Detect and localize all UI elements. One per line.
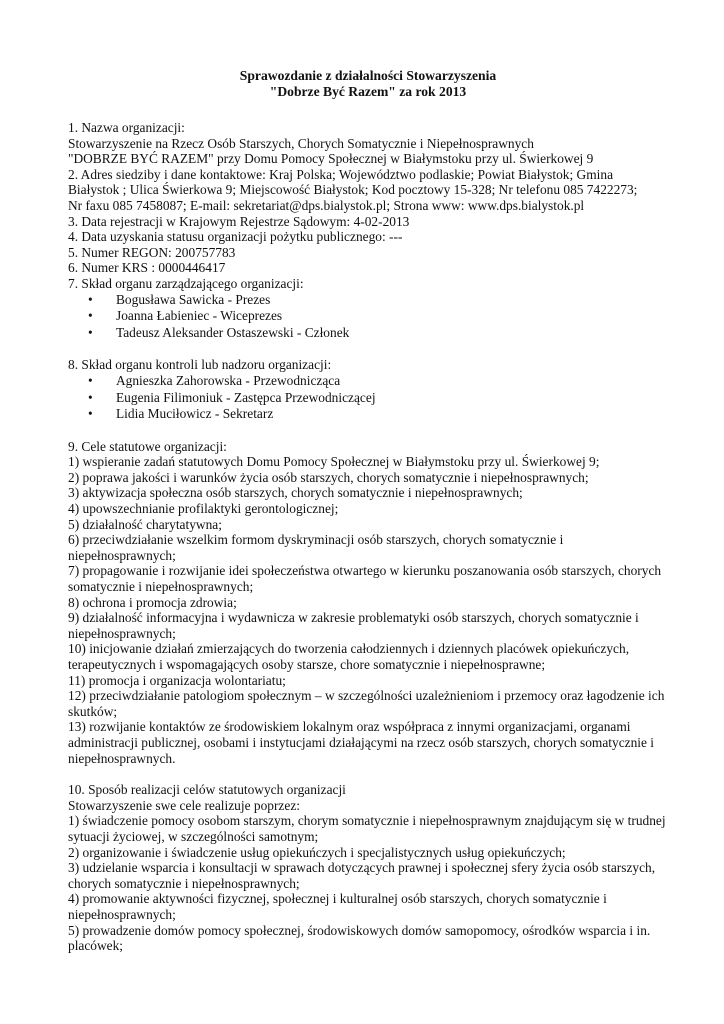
address-line-2: Białystok ; Ulica Świerkowa 9; Miejscowość Białystok; Kod pocztowy 15-328; Nr telefonu 085 7422273; (68, 182, 638, 198)
methods-intro: Stowarzyszenie swe cele realizuje poprzez: (68, 797, 300, 813)
registration-date: 3. Data rejestracji w Krajowym Rejestrze Sądowym: 4-02-2013 (68, 213, 410, 229)
method-item: 4) promowanie aktywności fizycznej, społecznej i kulturalnej osób starszych, chorych somatycznie i niepełnosprawnych; (68, 891, 607, 922)
bullet-icon: • (88, 291, 93, 307)
goal-item: 13) rozwijanie kontaktów ze środowiskiem lokalnym oraz współpraca z innymi organizacjami, organami administracji publicznej, osobami i instytucjami działającymi na rzecz osób starszych, chorych somatycznie i niepełnosprawnych. (68, 719, 655, 766)
method-item: 1) świadczenie pomocy osobom starszym, chorym somatycznie i niepełnosprawnym znajdującym się w trudnej sytuacji życiowej, w szczególności samotnym; (68, 813, 666, 844)
section-realization-methods (68, 782, 668, 954)
bullet-icon: • (88, 406, 93, 422)
supervisory-members-list (68, 373, 668, 423)
method-item: 2) organizowanie i świadczenie usług opiekuńczych i specjalistycznych usług opiekuńczych; (68, 844, 566, 860)
goal-item: 12) przeciwdziałanie patologiom społecznym – w szczególności uzależnieniom i przemocy oraz łagodzenie ich skutków; (68, 688, 665, 719)
krs-number: 6. Numer KRS : 0000446417 (68, 260, 226, 276)
list-item: • Tadeusz Aleksander Ostaszewski - Członek (88, 324, 350, 340)
bullet-icon: • (88, 372, 93, 388)
document-title-line-1: Sprawozdanie z działalności Stowarzyszenia (239, 68, 497, 83)
goal-item: 1) wspieranie zadań statutowych Domu Pomocy Społecznej w Białymstoku przy ul. Świerkowej 9; (68, 454, 600, 470)
section-statutory-goals (68, 439, 668, 766)
bullet-icon: • (88, 324, 93, 340)
goals-heading: 9. Cele statutowe organizacji: (68, 438, 227, 454)
methods-heading: 10. Sposób realizacji celów statutowych organizacji (68, 782, 346, 798)
list-item: • Agnieszka Zahorowska - Przewodnicząca (88, 372, 341, 388)
goal-item: 11) promocja i organizacja wolontariatu; (68, 672, 286, 688)
section-organization-info (68, 120, 668, 292)
document-page (68, 68, 668, 954)
regon-number: 5. Numer REGON: 200757783 (68, 244, 236, 260)
goal-item: 2) poprawa jakości i warunków życia osób starszych, chorych somatycznie i niepełnosprawnych; (68, 469, 589, 485)
bullet-icon: • (88, 389, 93, 405)
org-name-heading: 1. Nazwa organizacji: (68, 120, 185, 135)
list-item: • Bogusława Sawicka - Prezes (88, 291, 271, 307)
list-item: • Joanna Łabieniec - Wiceprezes (88, 308, 283, 324)
goal-item: 7) propagowanie i rozwijanie idei społeczeństwa otwartego w kierunku poszanowania osób starszych, chorych somatycznie i niepełnosprawnych; (68, 563, 662, 595)
goal-item: 5) działalność charytatywna; (68, 516, 222, 532)
address-line-3: Nr faxu 085 7458087; E-mail: sekretariat@dps.bialystok.pl; Strona www: www.dps.bialystok.pl (68, 197, 585, 213)
org-name-line-1: Stowarzyszenie na Rzecz Osób Starszych, Chorych Somatycznie i Niepełnosprawnych (68, 135, 534, 151)
goal-item: 6) przeciwdziałanie wszelkim formom dyskryminacji osób starszych, chorych somatycznie i niepełnosprawnych; (68, 532, 564, 563)
method-item: 5) prowadzenie domów pomocy społecznej, środowiskowych domów samopomocy, ośrodków wsparcia i in. placówek; (68, 922, 651, 954)
supervisory-heading: 8. Skład organu kontroli lub nadzoru organizacji: (68, 357, 332, 373)
board-members-list (68, 292, 668, 342)
goal-item: 4) upowszechnianie profilaktyki gerontologicznej; (68, 501, 339, 517)
goal-item: 10) inicjowanie działań zmierzających do tworzenia całodziennych i dziennych placówek opiekuńczych, terapeutycznych i wspomagających osoby starsze, chore somatycznie i niepełnosprawne; (68, 641, 630, 672)
list-item: • Eugenia Filimoniuk - Zastępca Przewodniczącej (88, 389, 376, 405)
goal-item: 9) działalność informacyjna i wydawnicza w zakresie problematyki osób starszych, chorych somatycznie i niepełnosprawnych; (68, 610, 639, 641)
address-line-1: 2. Adres siedziby i dane kontaktowe: Kraj Polska; Województwo podlaskie; Powiat Białystok; Gmina (68, 166, 614, 182)
bullet-icon: • (88, 308, 93, 324)
list-item: • Lidia Muciłowicz - Sekretarz (88, 406, 274, 422)
goal-item: 8) ochrona i promocja zdrowia; (68, 594, 237, 610)
document-title-line-2: "Dobrze Być Razem" za rok 2013 (269, 84, 467, 99)
org-name-line-2: "DOBRZE BYĆ RAZEM" przy Domu Pomocy Społecznej w Białymstoku przy ul. Świerkowej 9 (68, 151, 594, 167)
goal-item: 3) aktywizacja społeczna osób starszych, chorych somatycznie i niepełnosprawnych; (68, 485, 523, 501)
opp-status-date: 4. Data uzyskania statusu organizacji pożytku publicznego: --- (68, 229, 403, 245)
method-item: 3) udzielanie wsparcia i konsultacji w sprawach dotyczących prawnej i społecznej sfery życia osób starszych, chorych somatycznie i niepełnosprawnych; (68, 860, 656, 891)
board-heading: 7. Skład organu zarządzającego organizacji: (68, 275, 304, 291)
